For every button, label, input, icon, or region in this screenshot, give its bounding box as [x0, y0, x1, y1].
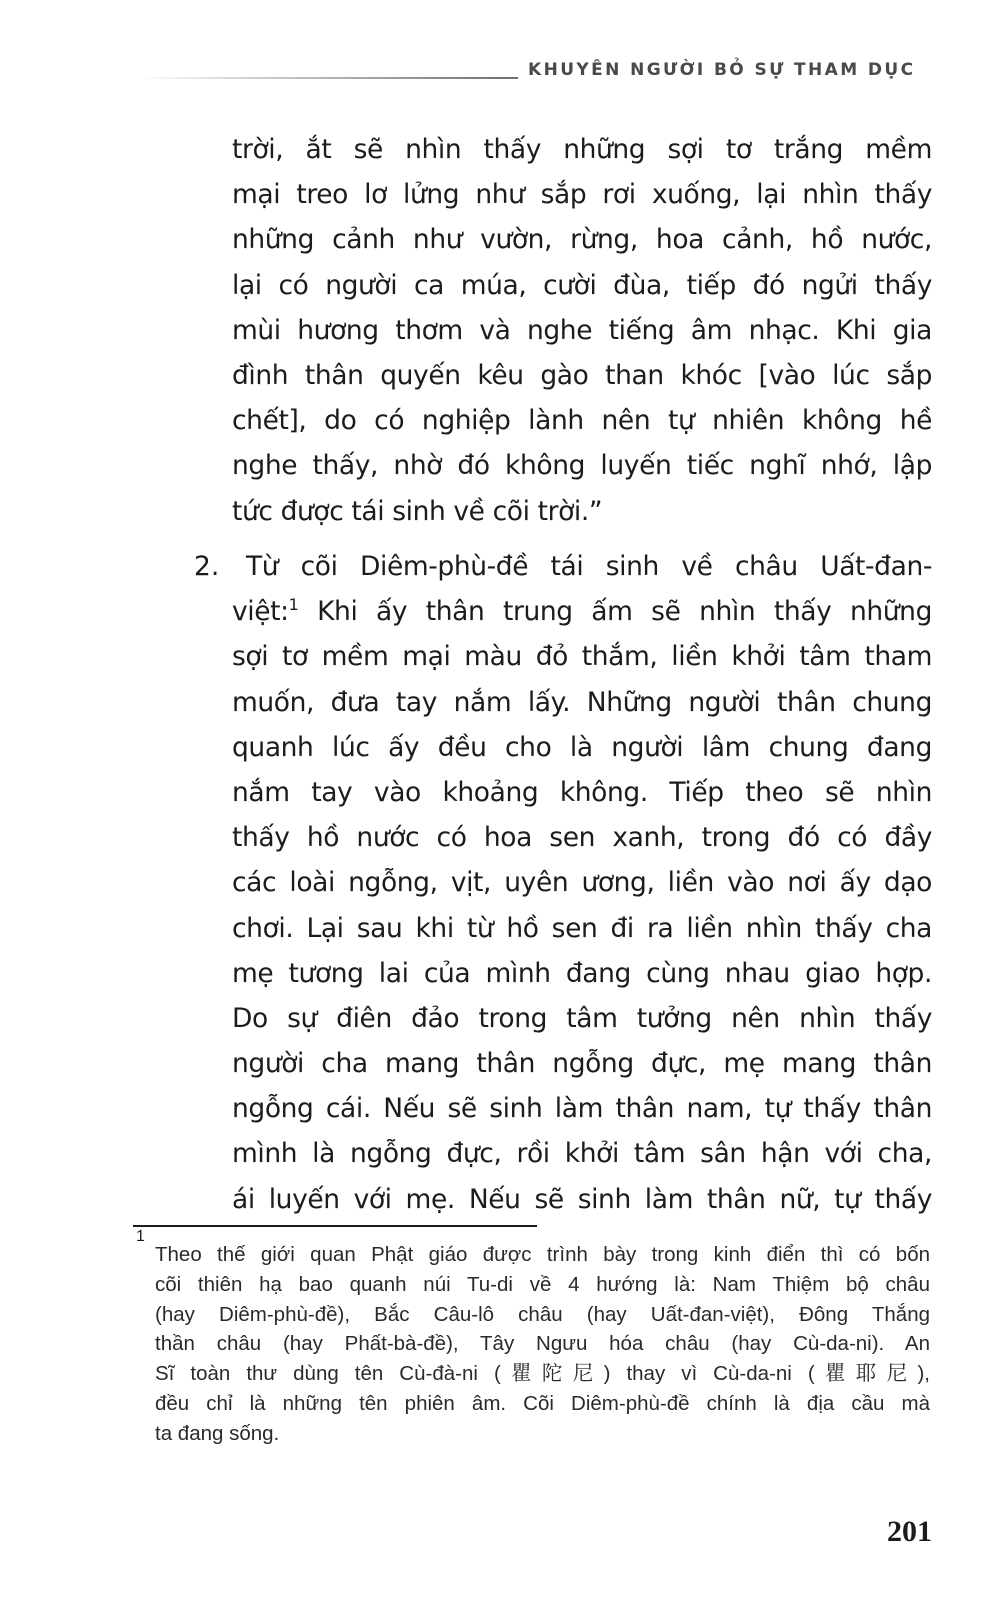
text-line: mình là ngỗng đực, rồi khởi tâm sân hận với cha,: [232, 1138, 932, 1170]
text-fragment: ),: [917, 1362, 930, 1386]
footnote-text: [155, 1240, 930, 1449]
footnote-reference[interactable]: 1: [288, 595, 299, 615]
text-line: Từ cõi Diêm-phù-đề tái sinh về châu Uất-đan-: [246, 551, 932, 582]
text-line: mẹ tương lai của mình đang cùng nhau giao hợp.: [232, 957, 932, 989]
footnote-marker: 1: [136, 1228, 145, 1245]
text-line: ngỗng cái. Nếu sẽ sinh làm thân nam, tự thấy thân: [232, 1093, 932, 1125]
text-line: mùi hương thơm và nghe tiếng âm nhạc. Khi gia: [232, 314, 932, 346]
footnote-line: cõi thiên hạ bao quanh núi Tu-di về 4 hướng là: Nam Thiệm bộ châu: [155, 1272, 930, 1296]
text-line: nghe thấy, nhờ đó không luyến tiếc nghĩ nhớ, lập: [232, 450, 932, 482]
paragraph-continuation: [232, 127, 932, 534]
text-line: thấy hồ nước có hoa sen xanh, trong đó có đầy: [232, 822, 932, 854]
text-line: nắm tay vào khoảng không. Tiếp theo sẽ nhìn: [232, 776, 932, 808]
text-line: mại treo lơ lửng như sắp rơi xuống, lại nhìn thấy: [232, 179, 932, 211]
running-header-title: KHUYÊN NGƯỜI BỎ SỰ THAM DỤC: [528, 60, 916, 80]
text-line: Do sự điên đảo trong tâm tưởng nên nhìn thấy: [232, 1002, 932, 1034]
footnote-line: đều chỉ là những tên phiên âm. Cõi Diêm-phù-đề chính là địa cầu mà: [155, 1391, 930, 1415]
text-line: những cảnh như vườn, rừng, hoa cảnh, hồ nước,: [232, 224, 932, 256]
list-item-number: 2.: [194, 551, 220, 582]
text-line: đình thân quyến kêu gào than khóc [vào lúc sắp: [232, 359, 932, 391]
text-line: các loài ngỗng, vịt, uyên ương, liền vào nơi ấy dạo: [232, 867, 932, 899]
text-line: [232, 589, 932, 634]
chinese-characters: 瞿陀尼: [500, 1361, 604, 1386]
text-line: muốn, đưa tay nắm lấy. Những người thân chung: [232, 686, 932, 718]
footnote-line: (hay Diêm-phù-đề), Bắc Câu-lô châu (hay Uất-đan-việt), Đông Thắng: [155, 1302, 930, 1326]
text-line: trời, ắt sẽ nhìn thấy những sợi tơ trắng mềm: [232, 134, 932, 165]
footnote-line: ta đang sống.: [155, 1421, 280, 1445]
text-line: tức được tái sinh về cõi trời.”: [232, 495, 603, 527]
text-line: sợi tơ mềm mại màu đỏ thắm, liền khởi tâm tham: [232, 641, 932, 673]
list-item-body: [232, 544, 932, 1222]
text-fragment: việt:: [232, 596, 289, 628]
text-line: lại có người ca múa, cười đùa, tiếp đó ngửi thấy: [232, 269, 932, 301]
text-line: chết], do có nghiệp lành nên tự nhiên không hề: [232, 405, 932, 437]
text-line: ái luyến với mẹ. Nếu sẽ sinh làm thân nữ, tự thấy: [232, 1183, 932, 1215]
chinese-characters: 瞿耶尼: [814, 1361, 918, 1386]
footnote-line: [155, 1359, 930, 1389]
footnote-line: Theo thế giới quan Phật giáo được trình bày trong kinh điển thì có bốn: [155, 1243, 930, 1266]
page-number: 201: [887, 1515, 932, 1548]
footnote-line: thần châu (hay Phất-bà-đề), Tây Ngưu hóa châu (hay Cù-da-ni). An: [155, 1332, 930, 1356]
text-line: người cha mang thân ngỗng đực, mẹ mang thân: [232, 1048, 932, 1080]
text-fragment: Khi ấy thân trung ấm sẽ nhìn thấy những: [298, 596, 932, 628]
text-fragment: Sĩ toàn thư dùng tên Cù-đà-ni (: [155, 1362, 501, 1386]
text-line: quanh lúc ấy đều cho là người lâm chung đang: [232, 731, 932, 763]
text-line: chơi. Lại sau khi từ hồ sen đi ra liền nhìn thấy cha: [232, 912, 932, 944]
text-fragment: ) thay vì Cù-da-ni (: [603, 1362, 815, 1386]
header-rule: [140, 77, 518, 79]
footnote-separator: [133, 1225, 537, 1227]
